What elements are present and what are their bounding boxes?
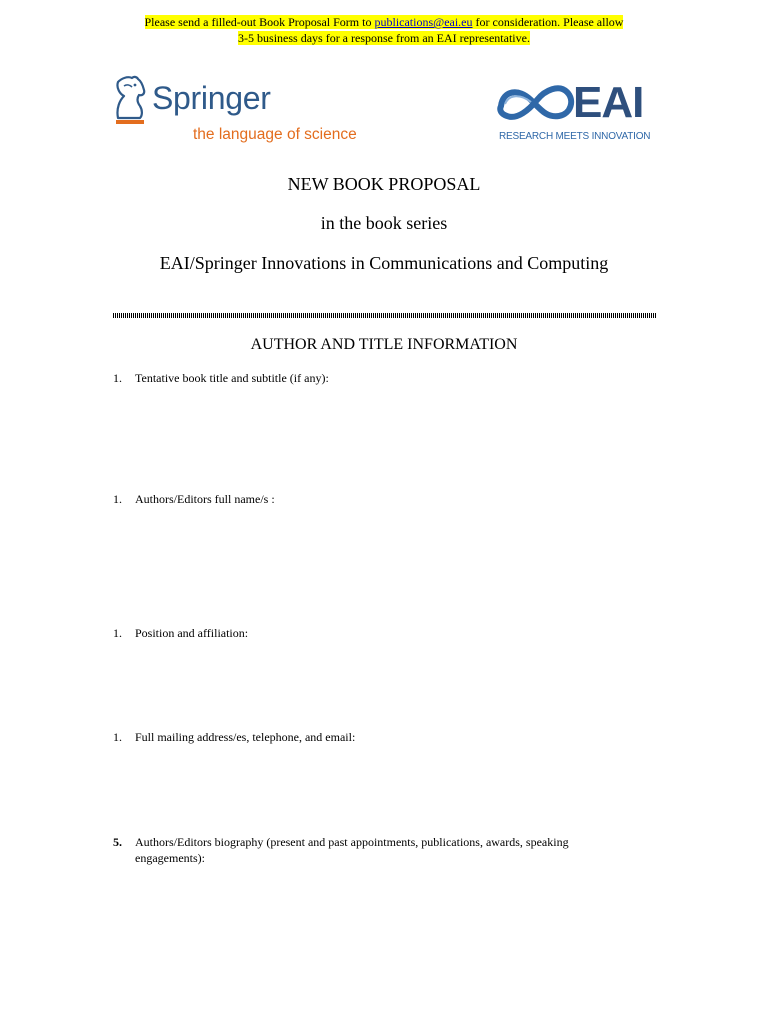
email-link[interactable]: publications@eai.eu xyxy=(374,15,473,29)
notice-after: for consideration. Please allow xyxy=(472,15,624,29)
item-label: Tentative book title and subtitle (if any): xyxy=(135,371,329,385)
divider-rule xyxy=(113,313,657,318)
eai-tagline: RESEARCH MEETS INNOVATION xyxy=(499,131,651,142)
item-number: 5. xyxy=(113,835,122,849)
item-number: 1. xyxy=(113,730,122,744)
springer-logo xyxy=(110,70,360,150)
section-heading: AUTHOR AND TITLE INFORMATION xyxy=(250,336,518,353)
item-label: Full mailing address/es, telephone, and email: xyxy=(135,730,356,744)
item-label: Authors/Editors biography (present and past appointments, publications, awards, speaking engagements): xyxy=(135,835,569,865)
item-number: 1. xyxy=(113,492,122,506)
notice-line-2: 3-5 business days for a response from an EAI representative. xyxy=(238,31,530,45)
item-label: Position and affiliation: xyxy=(135,626,249,640)
eai-logo xyxy=(497,78,662,146)
item-label: Authors/Editors full name/s : xyxy=(135,492,275,506)
item-number: 1. xyxy=(113,371,122,385)
proposal-title: NEW BOOK PROPOSAL xyxy=(287,174,481,194)
eai-name: EAI xyxy=(573,78,644,127)
springer-horse-icon xyxy=(110,74,148,130)
springer-name: Springer xyxy=(152,80,271,116)
springer-tagline: the language of science xyxy=(193,126,357,143)
form-item-biography xyxy=(113,834,593,874)
item-number: 1. xyxy=(113,626,122,640)
notice-before: Please send a filled-out Book Proposal Form to xyxy=(144,15,375,29)
series-name: EAI/Springer Innovations in Communications and Computing xyxy=(159,253,609,273)
series-intro: in the book series xyxy=(320,213,448,233)
notice-line-1 xyxy=(145,15,624,29)
submission-notice xyxy=(0,14,768,46)
eai-infinity-icon xyxy=(497,82,577,126)
